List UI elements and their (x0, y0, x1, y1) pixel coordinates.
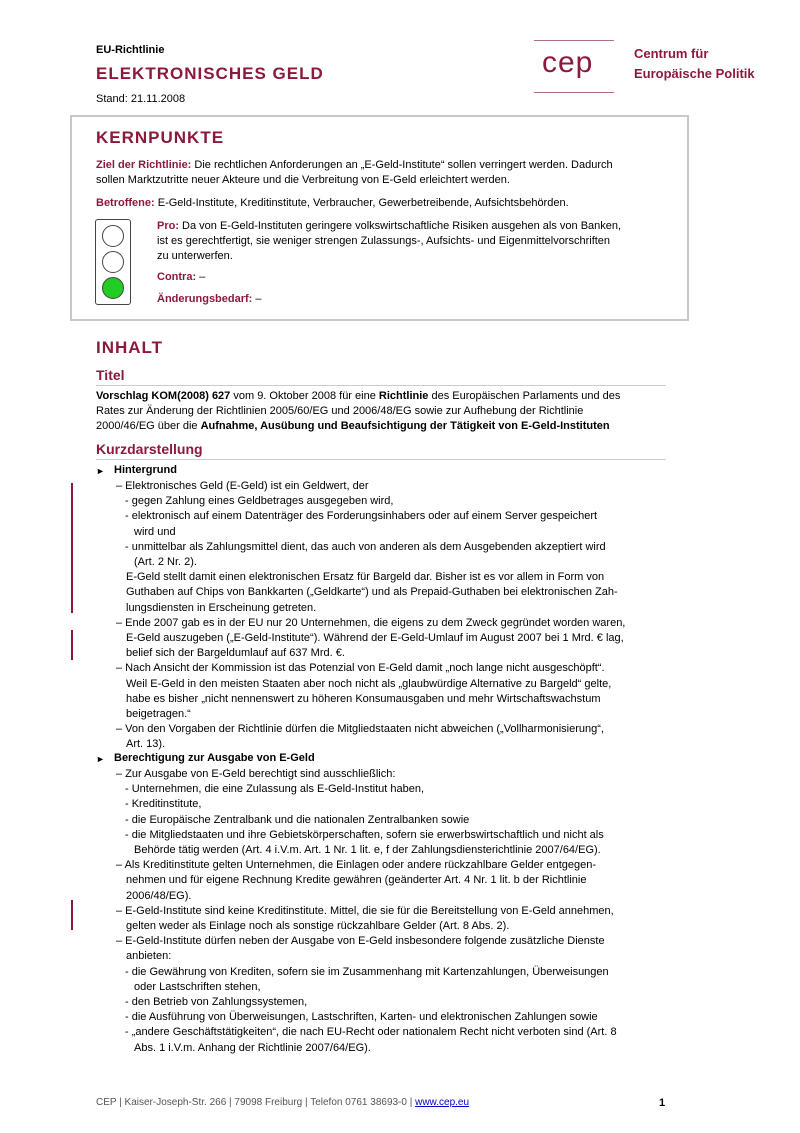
traffic-light-icon (95, 219, 131, 305)
betroffene-paragraph: Betroffene: E-Geld-Institute, Kreditinstitute, Verbraucher, Gewerbetreibende, Aufsichtsbehörden. (96, 197, 569, 209)
section-line: wird und (134, 525, 176, 538)
section-line: - Kreditinstitute, (125, 798, 202, 811)
logo-arc-top (534, 40, 614, 41)
section-line: lungsdiensten in Erscheinung getreten. (126, 601, 317, 614)
section-line: - die Europäische Zentralbank und die nationalen Zentralbanken sowie (125, 813, 470, 826)
section-line: Behörde tätig werden (Art. 4 i.V.m. Art. 1 Nr. 1 lit. e, f der Zahlungsdiensterichtlinie 2007/64/EG). (134, 844, 601, 856)
logo-arc-bottom (534, 92, 614, 93)
section-line: anbieten: (126, 950, 172, 963)
section-line: - den Betrieb von Zahlungssystemen, (125, 996, 308, 1008)
section-line: 2006/48/EG). (126, 889, 192, 902)
kurzdarstellung-divider (96, 459, 666, 460)
section-title-berechtigung: Berechtigung zur Ausgabe von E-Geld (114, 752, 315, 764)
change-bar (71, 630, 73, 660)
section-line: - die Mitgliedstaaten und ihre Gebietskörperschaften, sofern sie erwerbswirtschaftlich und nicht als (125, 828, 604, 841)
section-line: – E-Geld-Institute sind keine Kreditinstitute. Mittel, die sie für die Bereitstellung von E-Geld annehmen, (116, 904, 614, 917)
logo-name: Centrum für Europäische Politik (634, 46, 755, 81)
traffic-light-top (102, 225, 124, 247)
section-line: – Elektronisches Geld (E-Geld) ist ein Geldwert, der (116, 480, 369, 492)
kernpunkte-heading: KERNPUNKTE (96, 128, 225, 147)
traffic-light-middle (102, 251, 124, 273)
section-line: - „andere Geschäftstätigkeiten“, die nach EU-Recht oder nationalem Recht nicht verboten sind (Art. 8 (125, 1026, 617, 1039)
section-line: Weil E-Geld in den meisten Staaten aber noch nicht als „glaubwürdige Alternative zu Bargeld“ gelte, (126, 677, 612, 690)
section-line: – Von den Vorgaben der Richtlinie dürfen die Mitgliedstaaten nicht abweichen („Vollharmonisierung“, (116, 723, 604, 736)
section-line: - die Ausführung von Überweisungen, Lastschriften, Karten- und elektronischen Zahlungen sowie (125, 1011, 598, 1024)
section-line: - elektronisch auf einem Datenträger des Forderungsinhabers oder auf einem Server gespeichert (125, 510, 598, 523)
titel-heading: Titel (96, 367, 125, 383)
section-line: – E-Geld-Institute dürfen neben der Ausgabe von E-Geld insbesondere folgende zusätzliche Dienste (116, 935, 605, 948)
change-bar (71, 483, 73, 613)
section-line: E-Geld auszugeben („E-Geld-Institute“). Während der E-Geld-Umlauf im August 2007 bei 1 Mrd. € lag, (126, 632, 624, 644)
section-line: – Ende 2007 gab es in der EU nur 20 Unternehmen, die eigens zu dem Zweck gegründet worden waren, (116, 616, 626, 629)
cep-logo (512, 28, 762, 108)
titel-divider (96, 385, 666, 386)
document-title: ELEKTRONISCHES GELD (96, 64, 324, 83)
section-line: - gegen Zahlung eines Geldbetrages ausgegeben wird, (125, 495, 394, 508)
section-line: - die Gewährung von Krediten, sofern sie im Zusammenhang mit Kartenzahlungen, Überweisungen (125, 965, 609, 978)
section-line: – Zur Ausgabe von E-Geld berechtigt sind ausschließlich: (116, 768, 396, 780)
section-line: - unmittelbar als Zahlungsmittel dient, das auch von anderen als dem Ausgebenden akzeptiert wird (125, 540, 606, 553)
section-line: – Als Kreditinstitute gelten Unternehmen, die Einlagen oder andere rückzahlbare Gelder entgegen- (116, 859, 597, 872)
document-date: Stand: 21.11.2008 (96, 93, 186, 105)
section-line: (Art. 2 Nr. 2). (134, 556, 197, 568)
inhalt-heading: INHALT (96, 338, 164, 357)
section-line: Guthaben auf Chips von Bankkarten („Geldkarte“) und als Prepaid-Guthaben bei elektronischen Zah- (126, 586, 618, 599)
section-line: belief sich der Bargeldumlauf auf 637 Mrd. €. (126, 647, 345, 660)
section-line: gelten weder als Einlage noch als sonstige rückzahlbare Gelder (Art. 8 Abs. 2). (126, 920, 510, 932)
section-line: – Nach Ansicht der Kommission ist das Potenzial von E-Geld damit „noch lange nicht ausgeschöpft“. (116, 662, 605, 675)
section-line: E-Geld stellt damit einen elektronischen Ersatz für Bargeld dar. Bisher ist es vor allem in Form von (126, 571, 605, 584)
section-arrow-icon: ► (96, 466, 105, 476)
contra-paragraph: Contra: – (157, 271, 206, 283)
section-line: beigetragen.“ (126, 708, 191, 720)
titel-text: Vorschlag KOM(2008) 627 vom 9. Oktober 2008 für eine Richtlinie des Europäischen Parlaments und des Rates zur Änderung der Richtlinien 2005/60/EG und 2006/48/EG sowie zur Aufhebung der Richtlinie 2000/46/EG über die Aufnahme, Ausübung und Beaufsichtigung der Tätigkeit von E-Geld-Instituten (96, 390, 621, 432)
footer-website-link[interactable]: www.cep.eu (415, 1097, 470, 1108)
page-number: 1 (659, 1097, 666, 1109)
aenderungsbedarf-paragraph: Änderungsbedarf: – (157, 293, 262, 305)
traffic-light-bottom (102, 277, 124, 299)
section-line: habe es bisher „nicht nennenswert zu höheren Konsumausgaben und mehr Wirtschaftswachstum (126, 692, 601, 705)
change-bar (71, 900, 73, 930)
section-arrow-icon: ► (96, 754, 105, 764)
section-line: oder Lastschriften stehen, (134, 980, 261, 993)
ziel-paragraph: Ziel der Richtlinie: Die rechtlichen Anforderungen an „E-Geld-Institute“ sollen verringert werden. Dadurch sollen Marktzutritte neuer Akteure und die Verbreitung von E-Geld erleichtert werden. (96, 159, 613, 186)
document-type: EU-Richtlinie (96, 44, 165, 56)
section-line: Abs. 1 i.V.m. Anhang der Richtlinie 2007/64/EG). (134, 1041, 371, 1054)
section-line: - Unternehmen, die eine Zulassung als E-Geld-Institut haben, (125, 783, 424, 796)
section-title-hintergrund: Hintergrund (114, 464, 177, 476)
kurzdarstellung-heading: Kurzdarstellung (96, 441, 203, 457)
pro-paragraph: Pro: Da von E-Geld-Instituten geringere volkswirtschaftliche Risiken ausgehen als von Banken, ist es gerechtfertigt, sie weniger strengen Zulassungs-, Aufsichts- und Eigenmittelvorschriften zu unterwerfen. (157, 220, 622, 262)
logo-text: cep (542, 46, 594, 79)
section-line: Art. 13). (126, 738, 166, 751)
footer: CEP | Kaiser-Joseph-Str. 266 | 79098 Freiburg | Telefon 0761 38693-0 | www.cep.eu (96, 1097, 470, 1108)
section-line: nehmen und für eigene Rechnung Kredite gewähren (geänderter Art. 4 Nr. 1 lit. b der Richtlinie (126, 874, 587, 887)
